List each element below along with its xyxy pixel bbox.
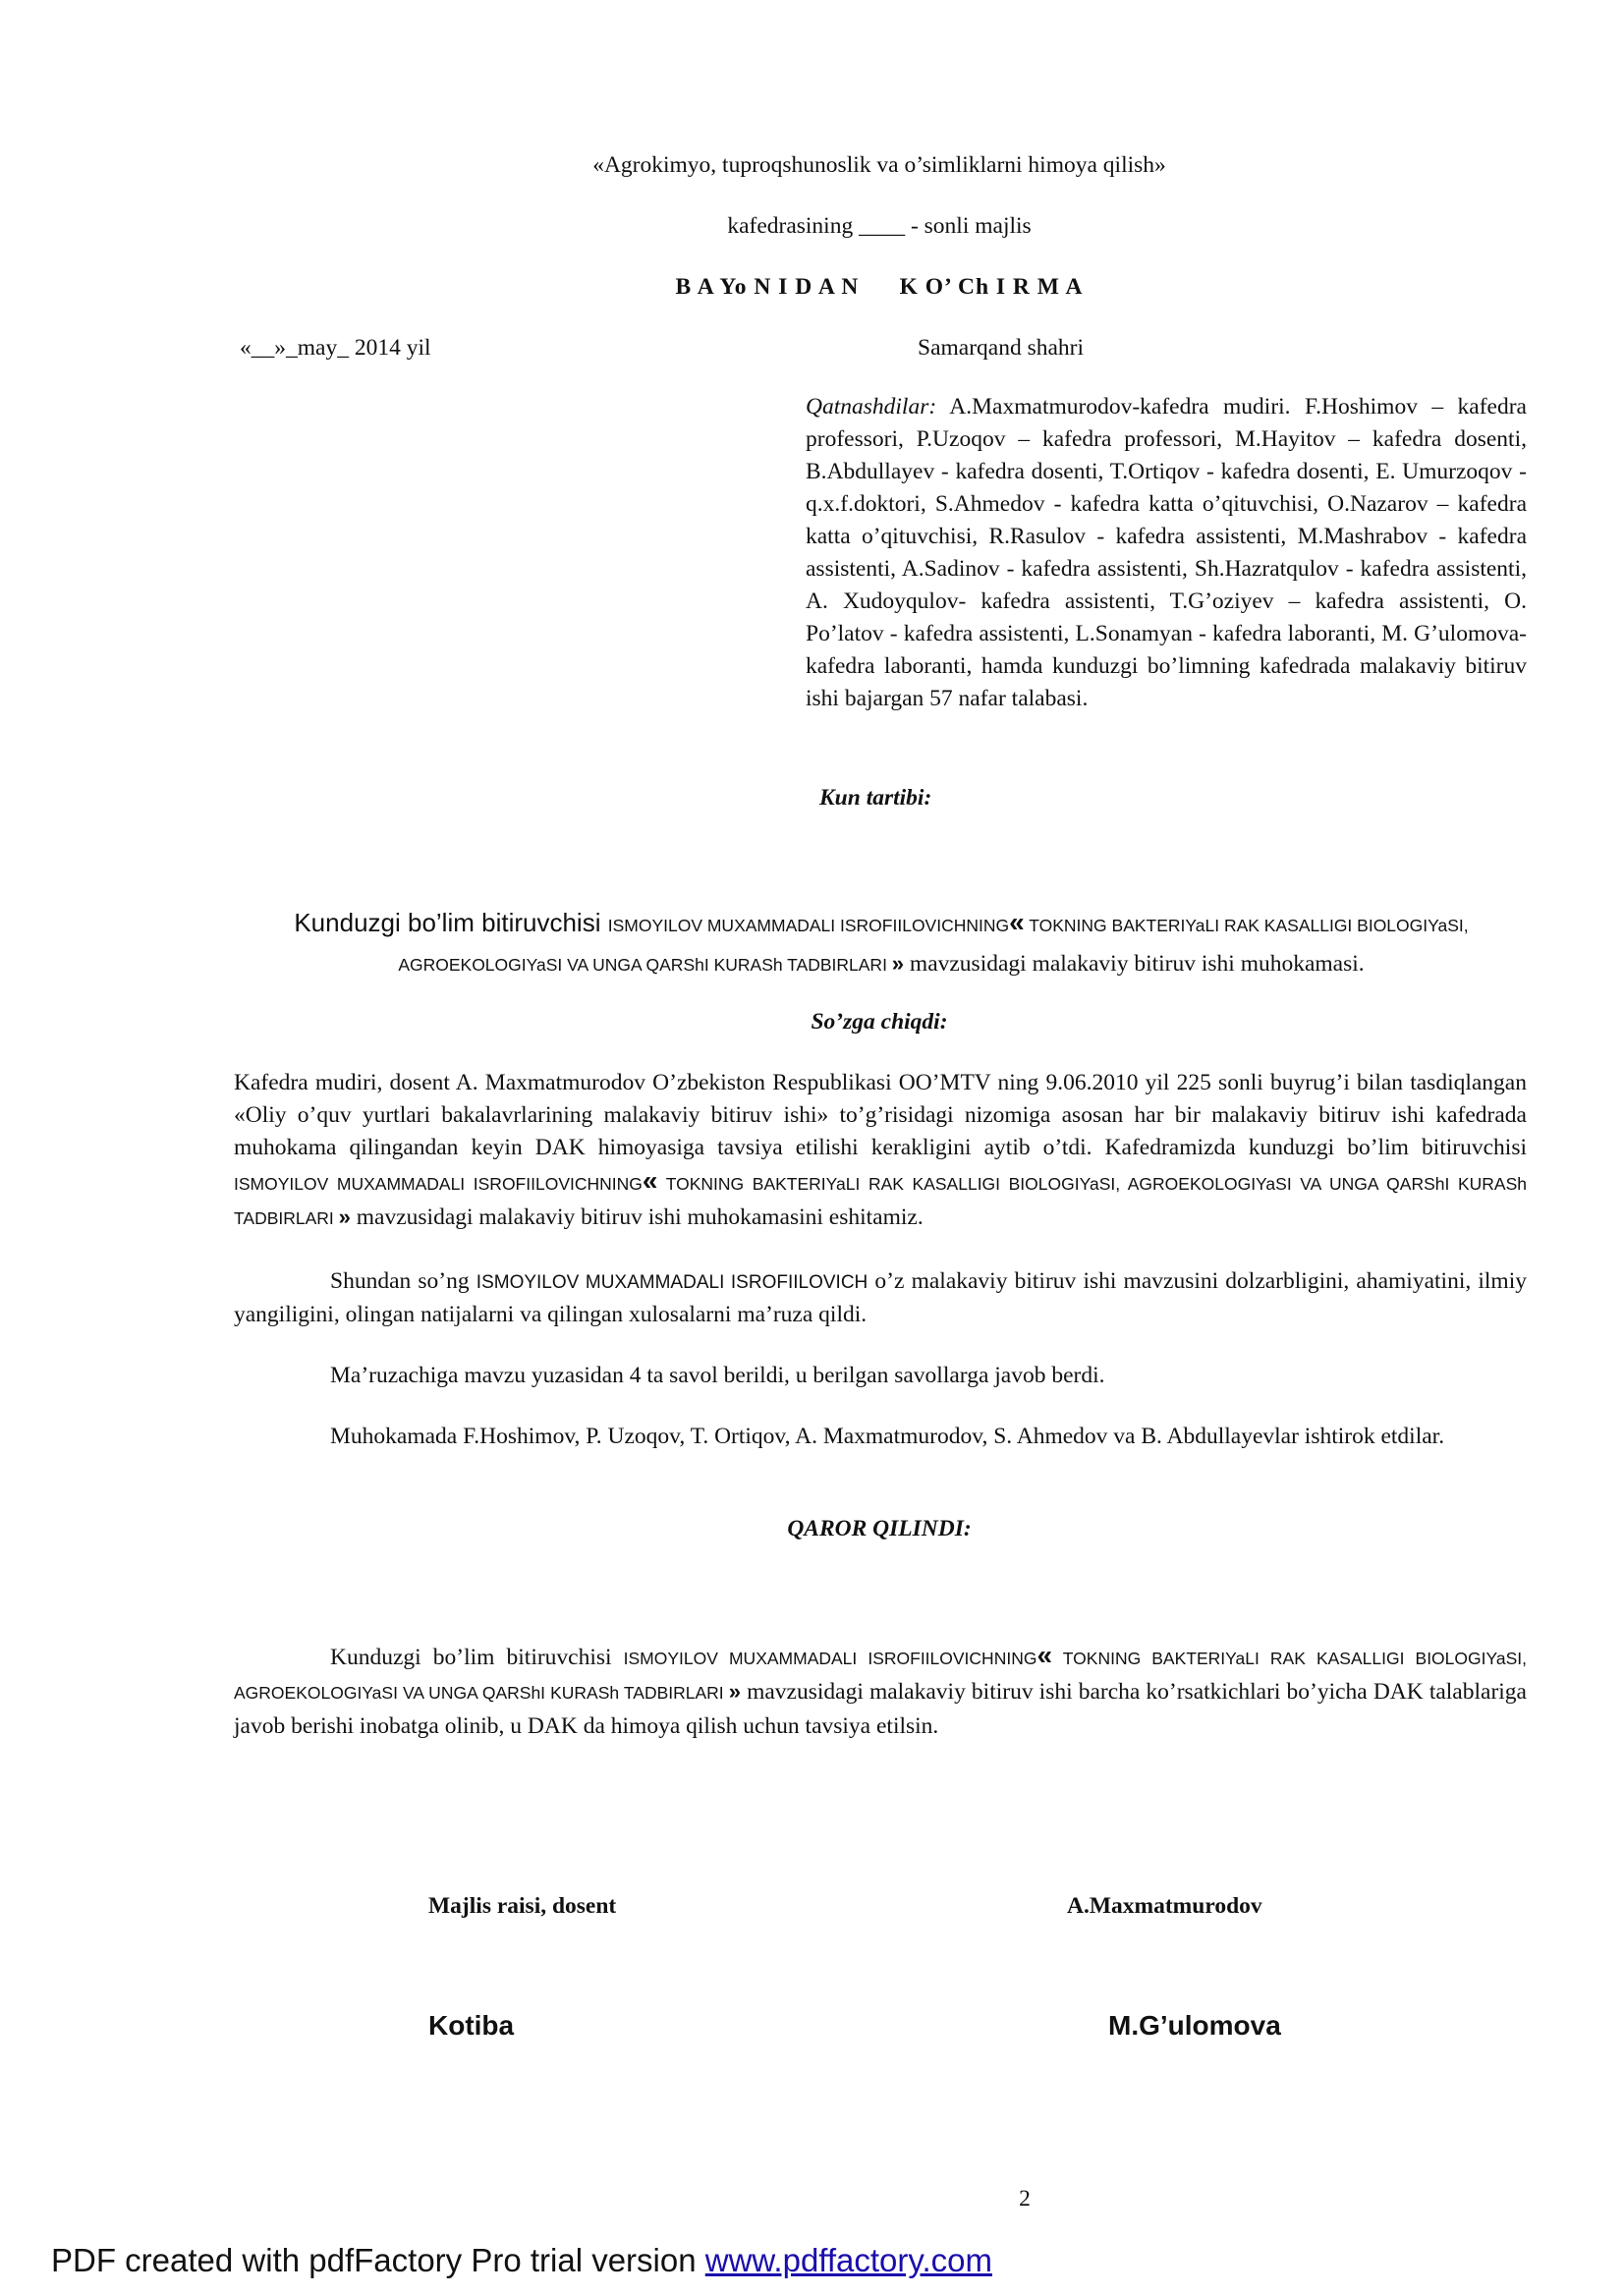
speech-paragraph-1	[234, 1067, 1527, 1235]
speech-p1-topic: TOKNING BAKTERIYaLI RAK KASALLIGI BIOLOGIYaSI, AGROEKOLOGIYaSI VA UNGA QARShI KURASh TADBIRLARI	[234, 1174, 1527, 1228]
speech-p1-open-quote: «	[642, 1165, 658, 1196]
chair-role: Majlis raisi, dosent	[428, 1893, 617, 1919]
decision-heading: QAROR QILINDI:	[787, 1516, 972, 1541]
meeting-date: «__»_may_ 2014 yil	[240, 335, 431, 361]
agenda-lead: Kunduzgi bo’lim bitiruvchisi	[294, 908, 608, 937]
meeting-city: Samarqand shahri	[918, 335, 1085, 361]
secretary-role: Kotiba	[428, 2010, 515, 2041]
footer-link[interactable]: www.pdffactory.com	[704, 2242, 992, 2278]
speech-p2-tail: o’z malakaviy bitiruv ishi mavzusini dolzarbligini, ahamiyatini, ilmiy yangiligini, olingan natijalarni va qilingan xulosalarni ma’ruza qildi.	[234, 1268, 1527, 1327]
speech-paragraph-2	[234, 1265, 1527, 1331]
speech-p1-text: Kafedra mudiri, dosent A. Maxmatmurodov O’zbekiston Respublikasi OO’MTV ning 9.06.2010 yil 225 sonli buyrug’i bilan tasdiqlangan «Oliy o’quv yurtlari bakalavrlarining malakaviy bitiruv ishi» to’g’risidagi nizomiga asosan har bir malakaviy bitiruv ishi kafedrada muhokama qilingandan keyin DAK himoyasiga tavsiya etilishi kerakligini aytib o’tdi. Kafedramizda kunduzgi bo’lim bitiruvchisi	[234, 1070, 1527, 1160]
footer-text: PDF created with pdfFactory Pro trial version	[51, 2242, 705, 2278]
speech-paragraph-3: Ma’ruzachiga mavzu yuzasidan 4 ta savol berildi, u berilgan savollarga javob berdi.	[330, 1363, 1105, 1388]
attendees-list: A.Maxmatmurodov-kafedra mudiri. F.Hoshimov – kafedra professori, P.Uzoqov – kafedra professori, M.Hayitov – kafedra dosenti, B.Abdullayev - kafedra dosenti, T.Ortiqov - kafedra dosenti, E. Umurzoqov - q.x.f.doktori, S.Ahmedov - kafedra katta o’qituvchisi, O.Nazarov – kafedra katta o’qituvchisi, R.Rasulov - kafedra assistenti, M.Mashrabov - kafedra assistenti, A.Sadinov - kafedra assistenti, Sh.Hazratqulov - kafedra assistenti, A. Xudoyqulov- kafedra assistenti, T.G’oziyev – kafedra assistenti, O. Po’latov - kafedra assistenti, L.Sonamyan - kafedra laboranti, M. G’ulomova- kafedra laboranti, hamda kunduzgi bo’limning kafedrada malakaviy bitiruv ishi bajargan 57 nafar talabasi.	[806, 394, 1527, 711]
document-title: B A Yo N I D A N K O’ Ch I R M A	[675, 274, 1084, 300]
meeting-line: kafedrasining ____ - sonli majlis	[727, 213, 1032, 239]
agenda-close-quote: »	[891, 951, 905, 976]
speech-p2-student: ISMOYILOV MUXAMMADALI ISROFIILOVICH	[476, 1272, 868, 1293]
agenda-item	[234, 904, 1529, 984]
agenda-tail: mavzusidagi malakaviy bitiruv ishi muhokamasi.	[904, 951, 1365, 977]
speech-p2-lead: Shundan so’ng	[330, 1268, 476, 1294]
speech-heading: So’zga chiqdi:	[811, 1009, 948, 1035]
speech-p1-tail: mavzusidagi malakaviy bitiruv ishi muhokamasini eshitamiz.	[350, 1204, 924, 1230]
attendees-block	[806, 391, 1527, 715]
agenda-heading: Kun tartibi:	[819, 785, 932, 811]
page-number: 2	[1019, 2186, 1031, 2212]
decision-topic: TOKNING BAKTERIYaLI RAK KASALLIGI BIOLOGIYaSI, AGROEKOLOGIYaSI VA UNGA QARShI KURASh TADBIRLARI	[234, 1649, 1527, 1703]
agenda-student: ISMOYILOV MUXAMMADALI ISROFIILOVICHNING	[607, 916, 1010, 935]
secretary-name: M.G’ulomova	[1108, 2010, 1281, 2041]
pdf-footer	[51, 2242, 992, 2279]
agenda-topic: TOKNING BAKTERIYaLI RAK KASALLIGI BIOLOGIYaSI, AGROEKOLOGIYaSI VA UNGA QARShI KURASh TADBIRLARI	[398, 916, 1469, 975]
agenda-open-quote: «	[1009, 907, 1025, 937]
chair-name: A.Maxmatmurodov	[1067, 1893, 1262, 1919]
speech-p1-close-quote: »	[338, 1204, 351, 1229]
speech-paragraph-4: Muhokamada F.Hoshimov, P. Uzoqov, T. Ortiqov, A. Maxmatmurodov, S. Ahmedov va B. Abdullayevlar ishtirok etdilar.	[330, 1424, 1445, 1449]
decision-open-quote: «	[1036, 1640, 1053, 1670]
decision-lead: Kunduzgi bo’lim bitiruvchisi	[330, 1645, 624, 1670]
department-name: «Agrokimyo, tuproqshunoslik va o’simliklarni himoya qilish»	[592, 152, 1166, 178]
attendees-label: Qatnashdilar:	[806, 394, 937, 420]
decision-paragraph	[234, 1639, 1527, 1743]
decision-student: ISMOYILOV MUXAMMADALI ISROFIILOVICHNING	[623, 1649, 1037, 1668]
decision-close-quote: »	[728, 1679, 741, 1704]
decision-tail: mavzusidagi malakaviy bitiruv ishi barcha ko’rsatkichlari bo’yicha DAK talablariga javob berishi inobatga olinib, u DAK da himoya qilish uchun tavsiya etilsin.	[234, 1679, 1527, 1739]
speech-p1-student: ISMOYILOV MUXAMMADALI ISROFIILOVICHNING	[234, 1174, 643, 1194]
